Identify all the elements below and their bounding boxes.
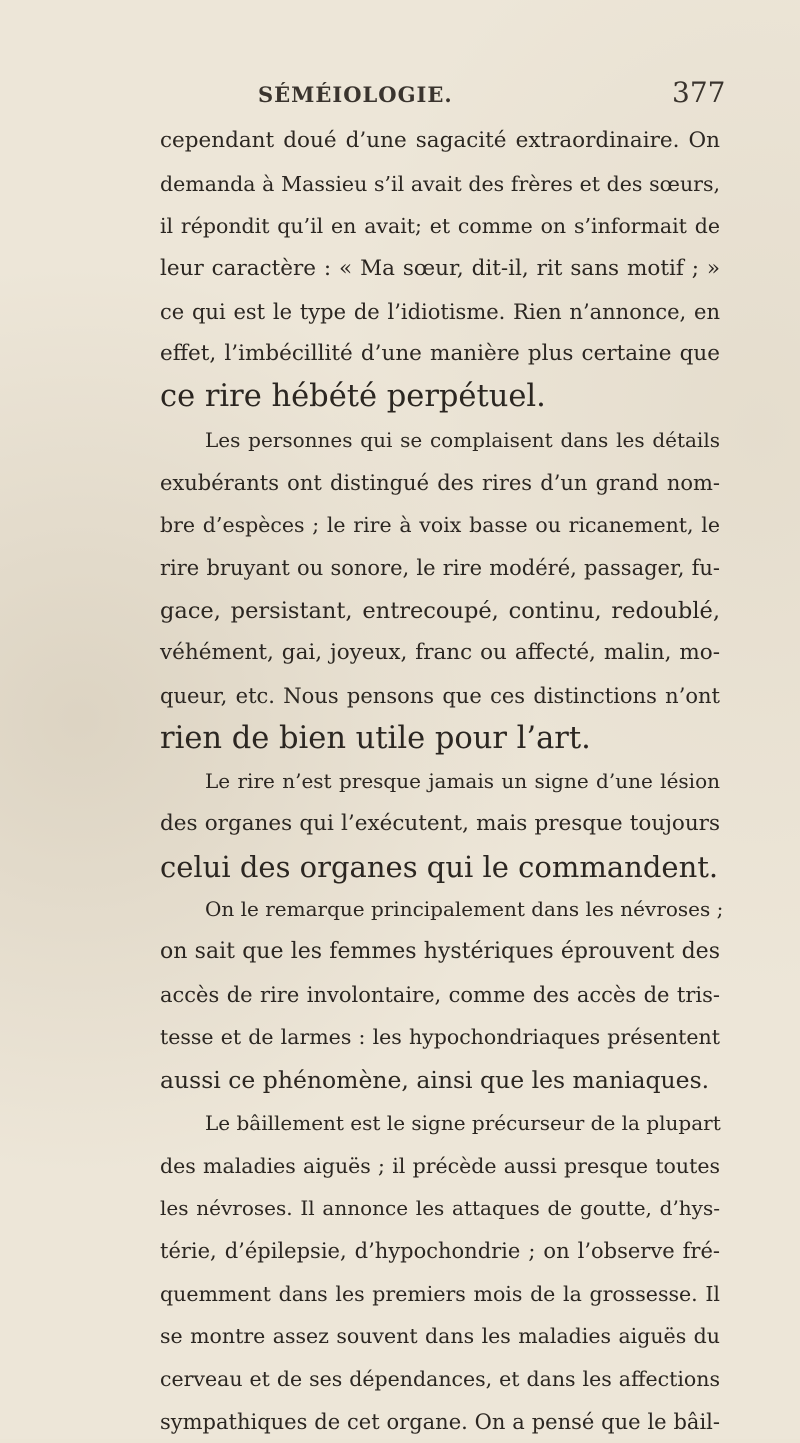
text-line: térie, d’épilepsie, d’hypochondrie ; on l’observe fré- [160,1238,720,1263]
text-line: bre d’espèces ; le rire à voix basse ou ricanement, le [160,513,720,538]
text-line: les névroses. Il annonce les attaques de goutte, d’hys- [160,1196,720,1221]
text-line: des maladies aiguës ; il précède aussi presque toutes [160,1153,720,1178]
text-line: se montre assez souvent dans les maladies aiguës du [160,1324,720,1349]
page-number: 377 [672,76,726,109]
text-line: des organes qui l’exécutent, mais presque toujours [160,811,720,836]
text-line: tesse et de larmes : les hypochondriaques présentent [160,1025,720,1050]
text-line: véhément, gai, joyeux, franc ou affecté, malin, mo- [160,640,720,666]
text-line: cependant doué d’une sagacité extraordinaire. On [160,128,720,153]
text-line: Les personnes qui se complaisent dans les détails [205,427,720,452]
text-line: celui des organes qui le commandent. [160,849,719,884]
text-line: quemment dans les premiers mois de la grossesse. Il [160,1281,720,1306]
text-line: leur caractère : « Ma sœur, dit-il, rit sans motif ; » [160,256,720,282]
text-line: demanda à Massieu s’il avait des frères et des sœurs, [160,171,720,196]
text-line: Le bâillement est le signe précurseur de la plupart [205,1110,721,1135]
text-line: ce rire hébété perpétuel. [160,379,546,415]
text-line: on sait que les femmes hystériques éprouvent des [160,939,720,965]
text-line: effet, l’imbécillité d’une manière plus certaine que [160,341,720,367]
text-line: cerveau et de ses dépendances, et dans les affections [160,1366,720,1391]
text-line: aussi ce phénomène, ainsi que les maniaques. [160,1066,710,1095]
text-line: Le rire n’est presque jamais un signe d’une lésion [205,769,720,794]
running-title: SÉMÉIOLOGIE. [258,82,453,107]
text-line: rien de bien utile pour l’art. [160,720,591,756]
text-line: accès de rire involontaire, comme des accès de tris- [160,982,720,1007]
text-line: sympathiques de cet organe. On a pensé que le bâil- [160,1409,720,1434]
text-line: ce qui est le type de l’idiotisme. Rien n’annonce, en [160,299,720,324]
body-text [160,120,724,1443]
text-line: rire bruyant ou sonore, le rire modéré, passager, fu- [160,555,720,580]
text-line: exubérants ont distingué des rires d’un grand nom- [160,470,720,495]
text-line: gace, persistant, entrecoupé, continu, redoublé, [160,597,720,624]
text-line: queur, etc. Nous pensons que ces distinctions n’ont [160,683,720,708]
text-line: On le remarque principalement dans les névroses ; [205,897,724,922]
text-line: il répondit qu’il en avait; et comme on s’informait de [160,214,720,239]
